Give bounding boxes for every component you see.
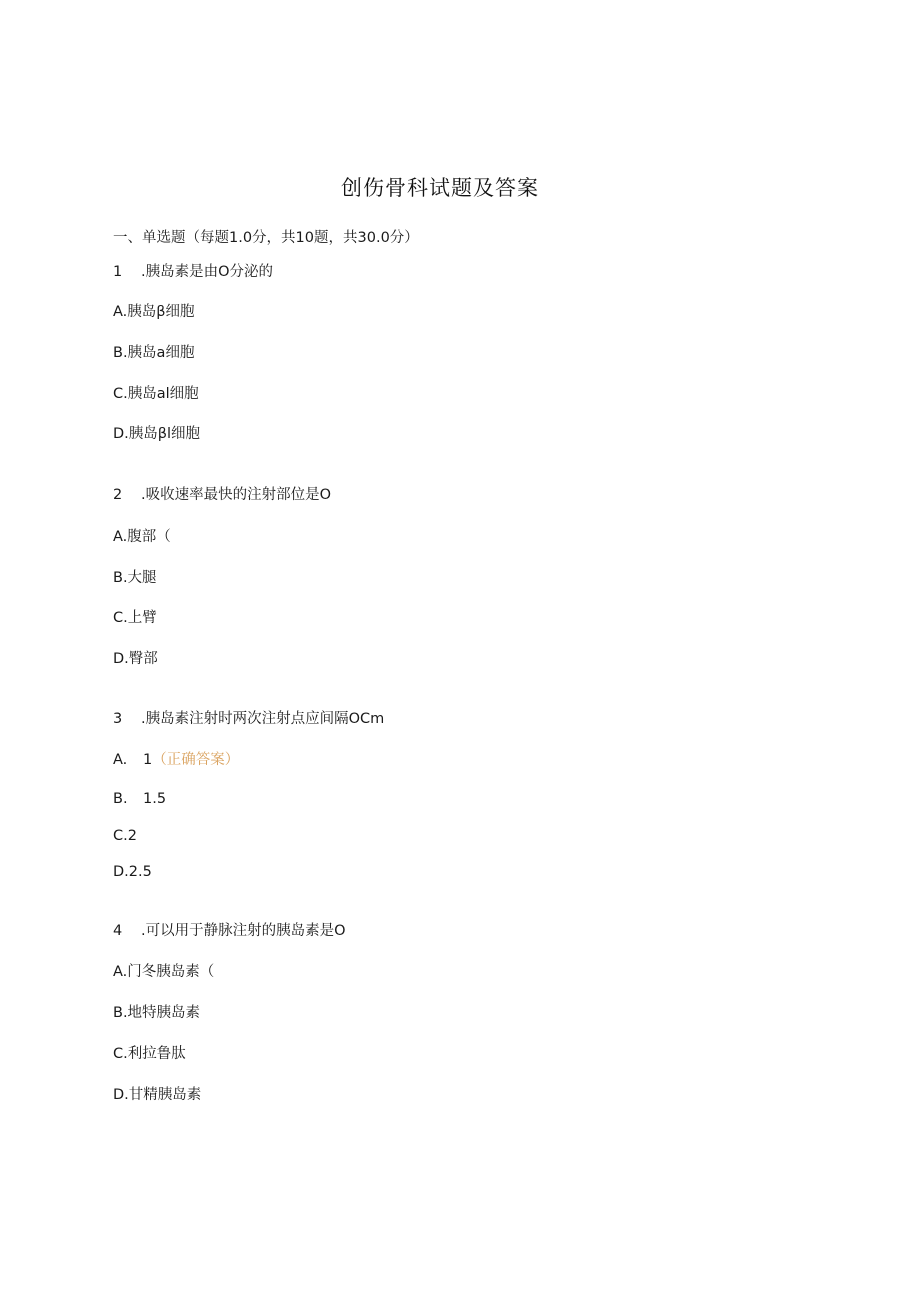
- question-2-option-b: B.大腿: [113, 570, 157, 586]
- question-number: 1: [113, 264, 123, 280]
- question-4-option-a: A.门冬胰岛素（: [113, 964, 215, 980]
- option-letter: B.: [113, 791, 128, 807]
- question-number: 3: [113, 711, 123, 727]
- question-4-option-d: D.甘精胰岛素: [113, 1087, 202, 1103]
- question-1-option-b: B.胰岛a细胞: [113, 345, 195, 361]
- question-number: 2: [113, 487, 123, 503]
- question-4-option-b: B.地特胰岛素: [113, 1005, 201, 1021]
- question-2-option-d: D.臀部: [113, 651, 158, 667]
- question-2-option-c: C.上臂: [113, 610, 157, 626]
- page-title: 创伤骨科试题及答案: [341, 176, 539, 200]
- option-value: 1.5: [143, 791, 167, 807]
- question-3-stem: [113, 710, 384, 728]
- question-4-option-c: C.利拉鲁肽: [113, 1046, 186, 1062]
- question-1-option-d: D.胰岛βl细胞: [113, 426, 201, 442]
- option-letter: A.: [113, 752, 128, 768]
- question-3-option-d: D.2.5: [113, 864, 152, 880]
- question-2-stem: [113, 486, 331, 504]
- question-text: .胰岛素是由O分泌的: [141, 264, 274, 280]
- question-text: .胰岛素注射时两次注射点应间隔OCm: [141, 711, 385, 727]
- question-1-option-c: C.胰岛al细胞: [113, 386, 199, 402]
- correct-answer-mark: （正确答案）: [152, 752, 240, 768]
- question-number: 4: [113, 923, 123, 939]
- question-3-option-c: C.2: [113, 828, 137, 844]
- question-2-option-a: A.腹部（: [113, 529, 171, 545]
- question-4-stem: [113, 922, 346, 940]
- question-3-option-a: [113, 751, 239, 769]
- question-text: .可以用于静脉注射的胰岛素是O: [141, 923, 346, 939]
- section-header: 一、单选题（每题1.0分，共10题，共30.0分）: [113, 230, 419, 246]
- question-3-option-b: [113, 790, 166, 808]
- question-1-option-a: A.胰岛β细胞: [113, 304, 195, 320]
- option-value: 1: [143, 752, 153, 768]
- question-1-stem: [113, 263, 273, 281]
- question-text: .吸收速率最快的注射部位是O: [141, 487, 332, 503]
